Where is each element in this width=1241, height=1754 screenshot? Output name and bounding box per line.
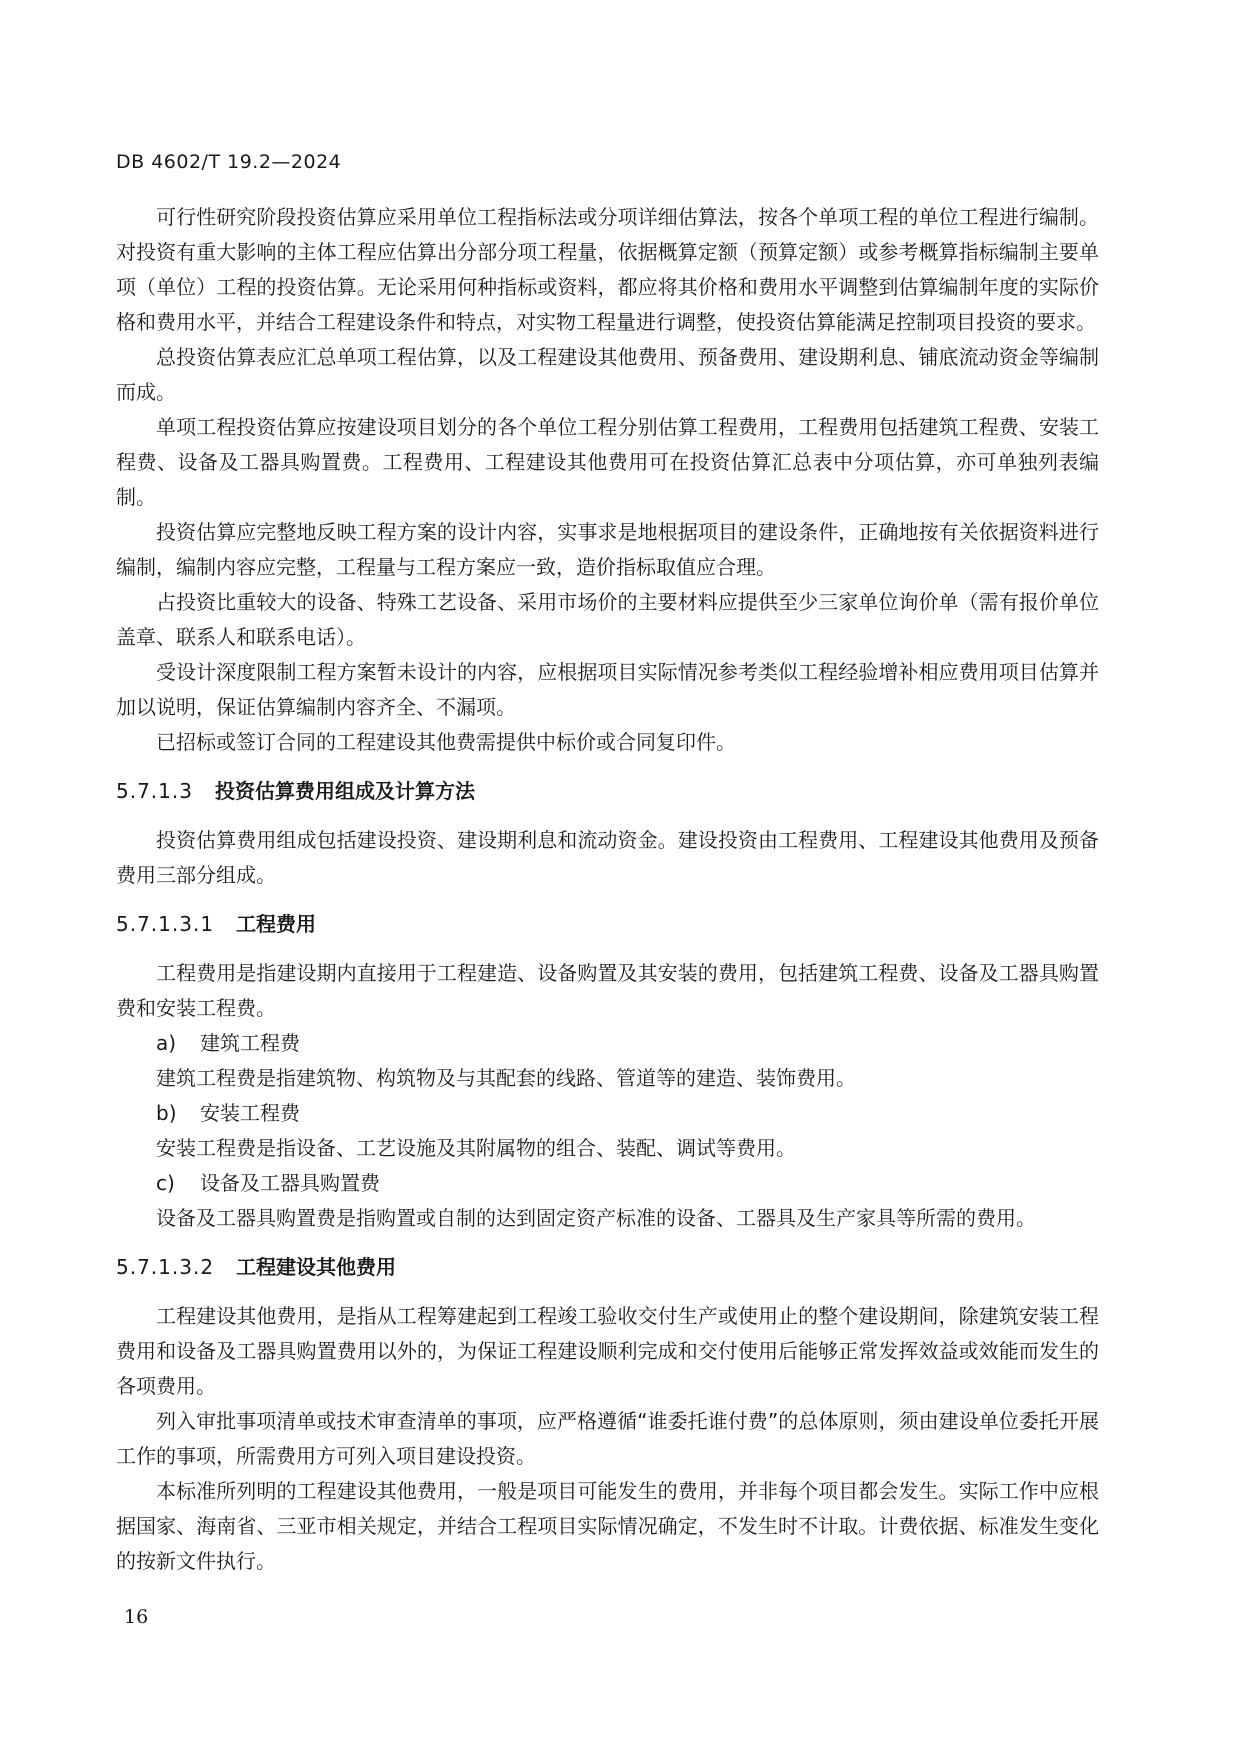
list-item-label: 设备及工器具购置费 <box>200 1171 380 1195</box>
section-heading-57132 <box>116 1250 1099 1285</box>
paragraph: 可行性研究阶段投资估算应采用单位工程指标法或分项详细估算法，按各个单项工程的单位工程进行编制。对投资有重大影响的主体工程应估算出分部分项工程量，依据概算定额（预算定额）或参考概算指标编制主要单项（单位）工程的投资估算。无论采用何种指标或资料，都应将其价格和费用水平调整到估算编制年度的实际价格和费用水平，并结合工程建设条件和特点，对实物工程量进行调整，使投资估算能满足控制项目投资的要求。 <box>116 205 1099 334</box>
paragraph: 投资估算费用组成包括建设投资、建设期利息和流动资金。建设投资由工程费用、工程建设其他费用及预备费用三部分组成。 <box>116 828 1099 887</box>
list-item-c <box>116 1166 1099 1201</box>
paragraph: 工程建设其他费用，是指从工程筹建起到工程竣工验收交付生产或使用止的整个建设期间，除建筑安装工程费用和设备及工器具购置费用以外的，为保证工程建设顺利完成和交付使用后能够正常发挥效益或效能而发生的各项费用。 <box>116 1304 1099 1398</box>
paragraph: 已招标或签订合同的工程建设其他费需提供中标价或合同复印件。 <box>156 730 736 754</box>
section-number: 5.7.1.3.1 <box>116 912 215 936</box>
paragraph: 建筑工程费是指建筑物、构筑物及与其配套的线路、管道等的建造、装饰费用。 <box>156 1066 856 1090</box>
section-number: 5.7.1.3.2 <box>116 1255 215 1279</box>
list-marker: a) <box>156 1031 177 1055</box>
list-item-label: 安装工程费 <box>200 1101 300 1125</box>
paragraph: 总投资估算表应汇总单项工程估算，以及工程建设其他费用、预备费用、建设期利息、铺底流动资金等编制而成。 <box>116 345 1099 404</box>
paragraph: 投资估算应完整地反映工程方案的设计内容，实事求是地根据项目的建设条件，正确地按有关依据资料进行编制，编制内容应完整，工程量与工程方案应一致，造价指标取值应合理。 <box>116 520 1099 579</box>
paragraph: 受设计深度限制工程方案暂未设计的内容，应根据项目实际情况参考类似工程经验增补相应费用项目估算并加以说明，保证估算编制内容齐全、不漏项。 <box>116 660 1099 719</box>
section-heading-57131 <box>116 907 1099 942</box>
list-item-b <box>116 1096 1099 1131</box>
list-marker: b) <box>156 1101 177 1125</box>
list-marker: c) <box>156 1171 175 1195</box>
paragraph: 工程费用是指建设期内直接用于工程建造、设备购置及其安装的费用，包括建筑工程费、设备及工器具购置费和安装工程费。 <box>116 961 1099 1020</box>
page-content <box>116 200 1099 1579</box>
page-number: 16 <box>124 1606 149 1628</box>
paragraph: 列入审批事项清单或技术审查清单的事项，应严格遵循“谁委托谁付费”的总体原则，须由建设单位委托开展工作的事项，所需费用方可列入项目建设投资。 <box>116 1409 1099 1468</box>
paragraph: 占投资比重较大的设备、特殊工艺设备、采用市场价的主要材料应提供至少三家单位询价单（需有报价单位盖章、联系人和联系电话）。 <box>116 590 1099 649</box>
document-code: DB 4602/T 19.2—2024 <box>116 151 342 173</box>
list-item-label: 建筑工程费 <box>200 1031 300 1055</box>
section-number: 5.7.1.3 <box>116 779 193 803</box>
list-item-a <box>116 1026 1099 1061</box>
section-heading-5713 <box>116 774 1099 809</box>
paragraph: 本标准所列明的工程建设其他费用，一般是项目可能发生的费用，并非每个项目都会发生。实际工作中应根据国家、海南省、三亚市相关规定，并结合工程项目实际情况确定，不发生时不计取。计费依据、标准发生变化的按新文件执行。 <box>116 1479 1099 1573</box>
paragraph: 设备及工器具购置费是指购置或自制的达到固定资产标准的设备、工器具及生产家具等所需的费用。 <box>156 1206 1036 1230</box>
section-title: 工程建设其他费用 <box>236 1255 397 1279</box>
section-title: 工程费用 <box>236 912 317 936</box>
paragraph: 安装工程费是指设备、工艺设施及其附属物的组合、装配、调试等费用。 <box>156 1136 796 1160</box>
section-title: 投资估算费用组成及计算方法 <box>214 779 475 803</box>
paragraph: 单项工程投资估算应按建设项目划分的各个单位工程分别估算工程费用，工程费用包括建筑工程费、安装工程费、设备及工器具购置费。工程费用、工程建设其他费用可在投资估算汇总表中分项估算，亦可单独列表编制。 <box>116 415 1099 509</box>
